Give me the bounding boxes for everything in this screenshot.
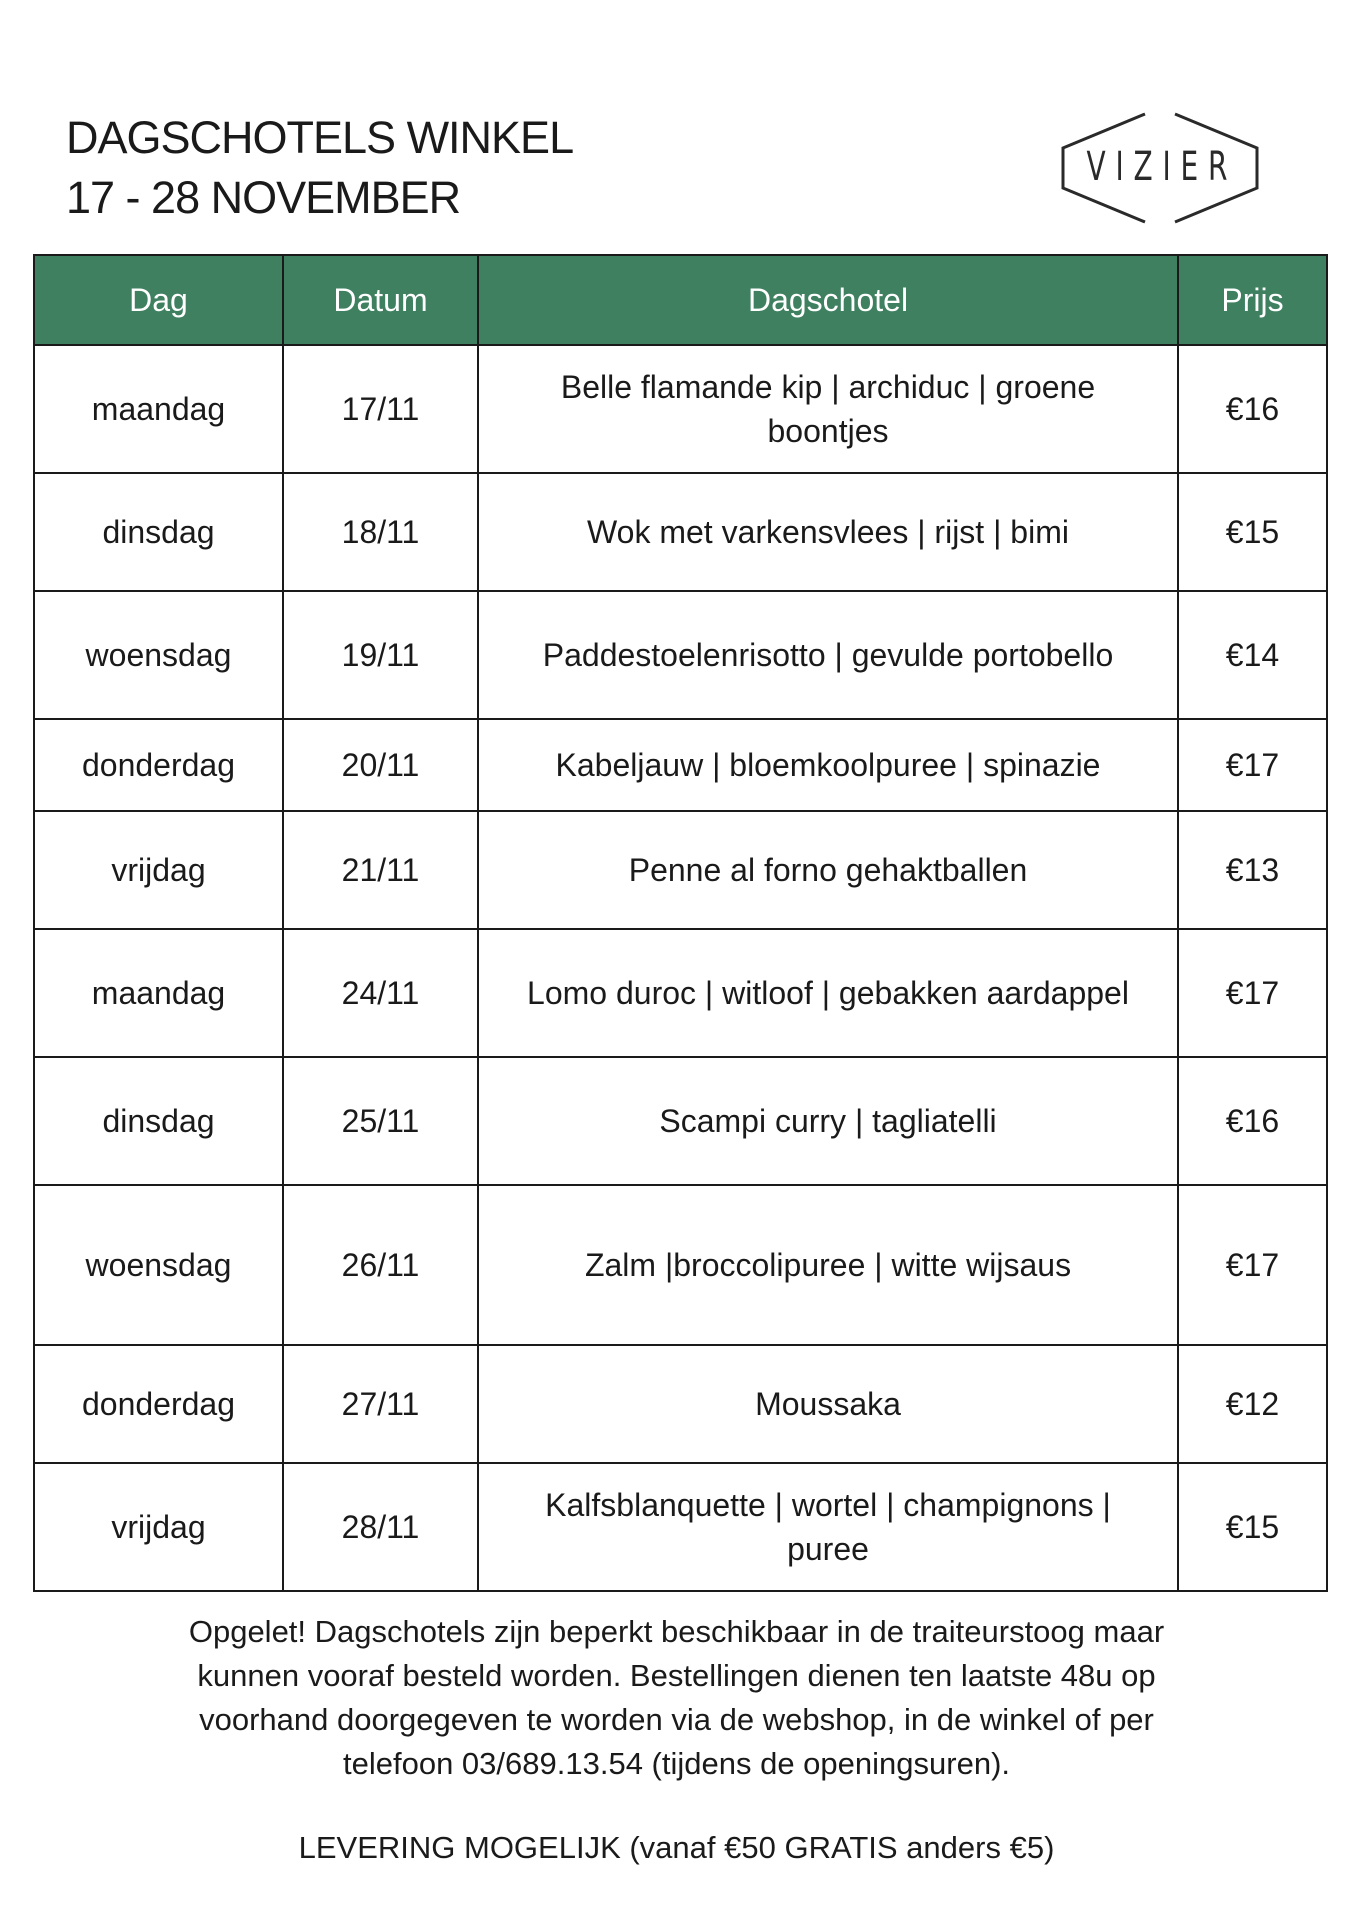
cell-price: €14	[1178, 591, 1327, 719]
cell-date: 21/11	[283, 811, 478, 929]
cell-day: dinsdag	[34, 473, 283, 591]
cell-price: €17	[1178, 929, 1327, 1057]
cell-day: woensdag	[34, 591, 283, 719]
cell-day: dinsdag	[34, 1057, 283, 1185]
cell-date: 25/11	[283, 1057, 478, 1185]
table-row	[34, 1185, 1327, 1345]
cell-date: 28/11	[283, 1463, 478, 1591]
cell-price: €16	[1178, 1057, 1327, 1185]
cell-price: €12	[1178, 1345, 1327, 1463]
logo-text: VIZIER	[1086, 144, 1238, 190]
table-row	[34, 473, 1327, 591]
cell-price: €17	[1178, 719, 1327, 811]
order-notice: Opgelet! Dagschotels zijn beperkt beschikbaar in de traiteurstoog maar kunnen vooraf besteld worden. Bestellingen dienen ten laatste 48u op voorhand doorgegeven te worden via de webshop, in de winkel of per telefoon 03/689.13.54 (tijdens de openingsuren).	[188, 1614, 1165, 1781]
table-row	[34, 345, 1327, 473]
cell-day: donderdag	[34, 1345, 283, 1463]
vizier-logo	[1055, 108, 1265, 228]
cell-date: 17/11	[283, 345, 478, 473]
cell-dish: Scampi curry | tagliatelli	[478, 1057, 1178, 1185]
cell-day: maandag	[34, 929, 283, 1057]
cell-dish: Zalm |broccolipuree | witte wijsaus	[478, 1185, 1178, 1345]
cell-date: 24/11	[283, 929, 478, 1057]
cell-price: €15	[1178, 473, 1327, 591]
column-header-day: Dag	[34, 255, 283, 345]
cell-date: 20/11	[283, 719, 478, 811]
cell-dish: Lomo duroc | witloof | gebakken aardappel	[478, 929, 1178, 1057]
cell-dish: Moussaka	[478, 1345, 1178, 1463]
cell-date: 19/11	[283, 591, 478, 719]
column-header-date: Datum	[283, 255, 478, 345]
table-row	[34, 591, 1327, 719]
daily-dishes-table	[33, 254, 1328, 1592]
table-row	[34, 811, 1327, 929]
table-row	[34, 719, 1327, 811]
cell-date: 27/11	[283, 1345, 478, 1463]
cell-dish: Paddestoelenrisotto | gevulde portobello	[478, 591, 1178, 719]
cell-dish: Belle flamande kip | archiduc | groene boontjes	[478, 345, 1178, 473]
column-header-price: Prijs	[1178, 255, 1327, 345]
cell-dish: Penne al forno gehaktballen	[478, 811, 1178, 929]
cell-day: vrijdag	[34, 1463, 283, 1591]
title-line-1: DAGSCHOTELS WINKEL	[66, 112, 574, 163]
cell-day: maandag	[34, 345, 283, 473]
table-row	[34, 1057, 1327, 1185]
cell-day: donderdag	[34, 719, 283, 811]
cell-price: €15	[1178, 1463, 1327, 1591]
table-row	[34, 1463, 1327, 1591]
cell-dish: Kalfsblanquette | wortel | champignons | puree	[478, 1463, 1178, 1591]
table-header-row	[34, 255, 1327, 345]
cell-price: €16	[1178, 345, 1327, 473]
cell-day: vrijdag	[34, 811, 283, 929]
column-header-dish: Dagschotel	[478, 255, 1178, 345]
cell-date: 18/11	[283, 473, 478, 591]
table-row	[34, 1345, 1327, 1463]
cell-price: €13	[1178, 811, 1327, 929]
table-row	[34, 929, 1327, 1057]
cell-price: €17	[1178, 1185, 1327, 1345]
delivery-notice: LEVERING MOGELIJK (vanaf €50 GRATIS anders €5)	[298, 1830, 1055, 1865]
page-title	[66, 108, 573, 228]
cell-dish: Kabeljauw | bloemkoolpuree | spinazie	[478, 719, 1178, 811]
title-line-2: 17 - 28 NOVEMBER	[66, 172, 461, 223]
cell-dish: Wok met varkensvlees | rijst | bimi	[478, 473, 1178, 591]
cell-date: 26/11	[283, 1185, 478, 1345]
cell-day: woensdag	[34, 1185, 283, 1345]
